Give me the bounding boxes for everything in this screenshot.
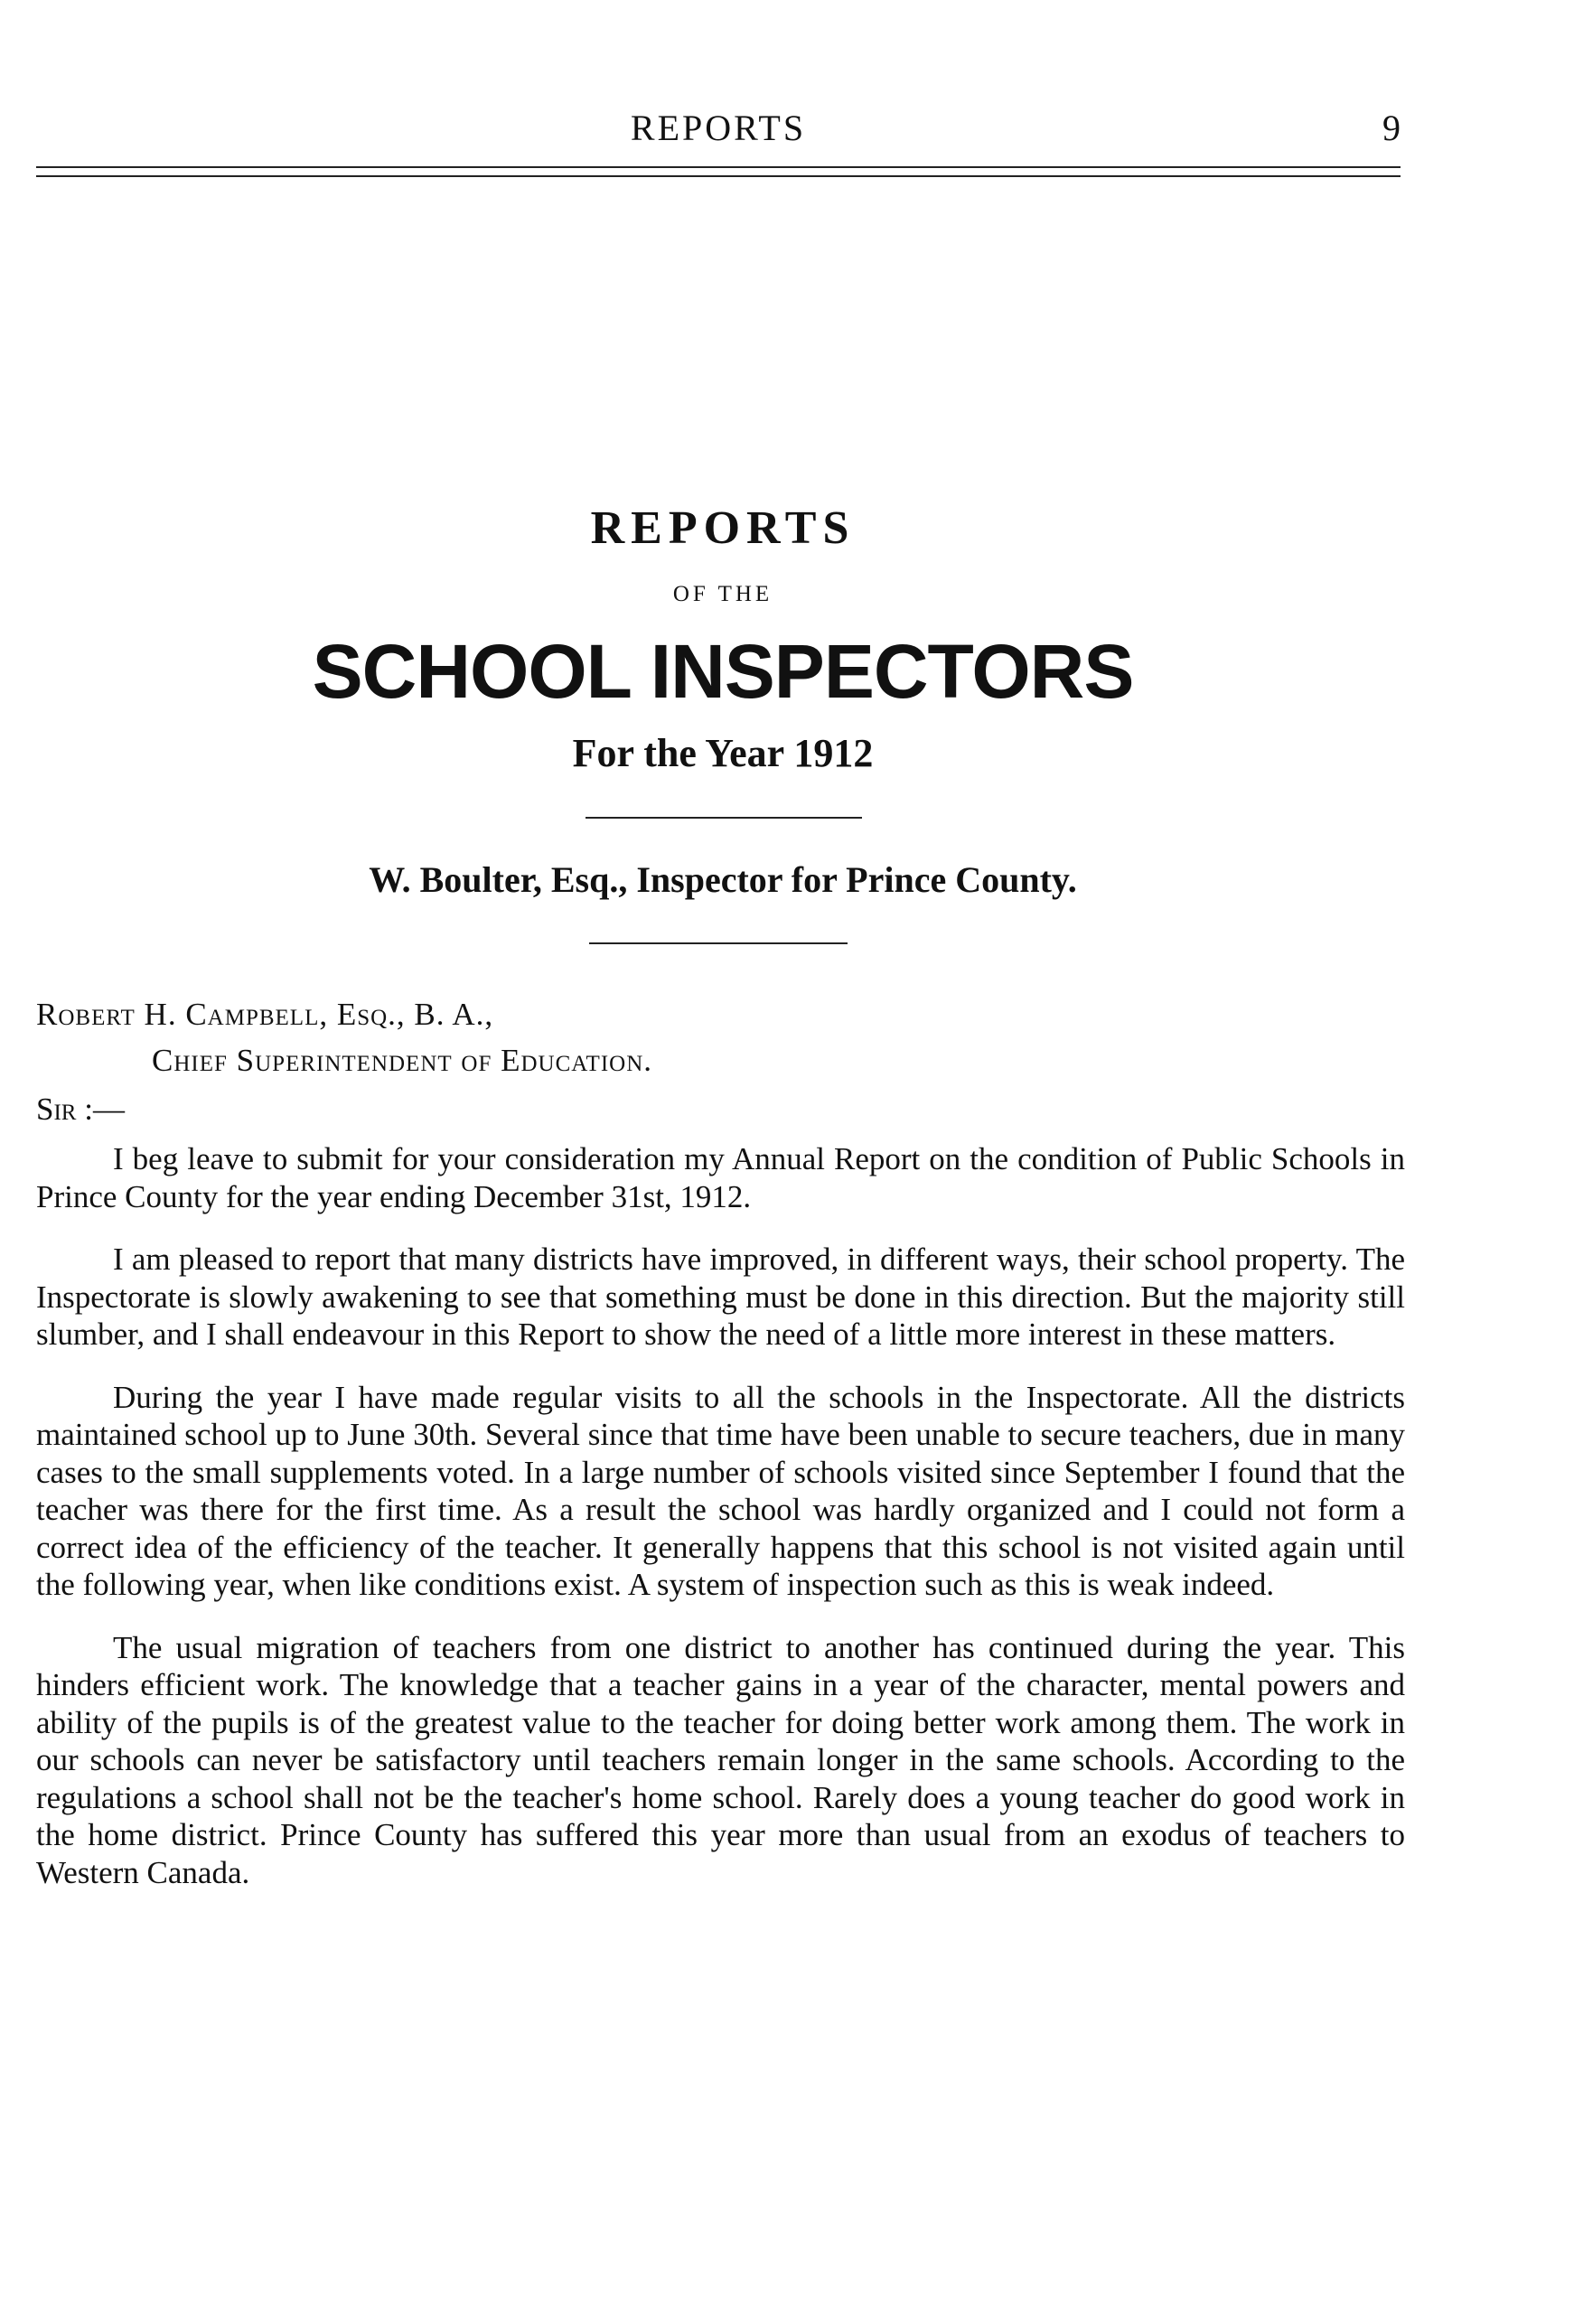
section-heading: REPORTS (590, 502, 856, 554)
divider-rule-upper (586, 817, 862, 819)
year-line: For the Year 1912 (572, 731, 874, 775)
header-rule-bottom (36, 175, 1401, 177)
heading-connector: OF THE (672, 582, 773, 606)
running-head (36, 107, 1401, 161)
letter-salutation: Sir :— (36, 1092, 125, 1127)
divider-rule-lower (589, 942, 848, 944)
inspector-line: W. Boulter, Esq., Inspector for Prince County. (369, 859, 1077, 900)
letter-addressee-title: Chief Superintendent of Education. (152, 1043, 653, 1078)
body-paragraph: I beg leave to submit for your consideration my Annual Report on the condition of Public Schools in Prince County for the year ending December 31st, 1912. (36, 1141, 1405, 1214)
header-rule-top (36, 166, 1401, 168)
running-head-title: REPORTS (630, 108, 807, 148)
body-paragraph: I am pleased to report that many districts have improved, in different ways, their school property. The Inspectorate is slowly awakening to see that something must be done in this direction. But the majority still slumber, and I shall endeavour in this Report to show the need of a little more interest in these matters. (36, 1242, 1405, 1352)
page-number: 9 (1382, 108, 1401, 148)
section-title: SCHOOL INSPECTORS (312, 629, 1134, 714)
letter-body (36, 1140, 1405, 1916)
letter-addressee: Robert H. Campbell, Esq., B. A., (36, 997, 494, 1032)
body-paragraph: The usual migration of teachers from one district to another has continued during the year. This hinders efficient work. The knowledge that a teacher gains in a year of the character, mental powers and ability of the pupils is of the greatest value to the teacher for doing better work among them. The work in our schools can never be satisfactory until teachers remain longer in the same schools. According to the regulations a school shall not be the teacher's home school. Rarely does a young teacher do good work in the home district. Prince County has suffered this year more than usual from an exodus of teachers to Western Canada. (36, 1629, 1405, 1890)
body-paragraph: During the year I have made regular visits to all the schools in the Inspectorate. All the districts maintained school up to June 30th. Several since that time have been unable to secure teachers, due in many cases to the small supplements voted. In a large number of schools visited since September I found that the teacher was there for the first time. As a result the school was hardly organized and I could not form a correct idea of the efficiency of the teacher. It generally happens that this school is not visited again until the following year, when like conditions exist. A system of inspection such as this is weak indeed. (36, 1379, 1405, 1602)
